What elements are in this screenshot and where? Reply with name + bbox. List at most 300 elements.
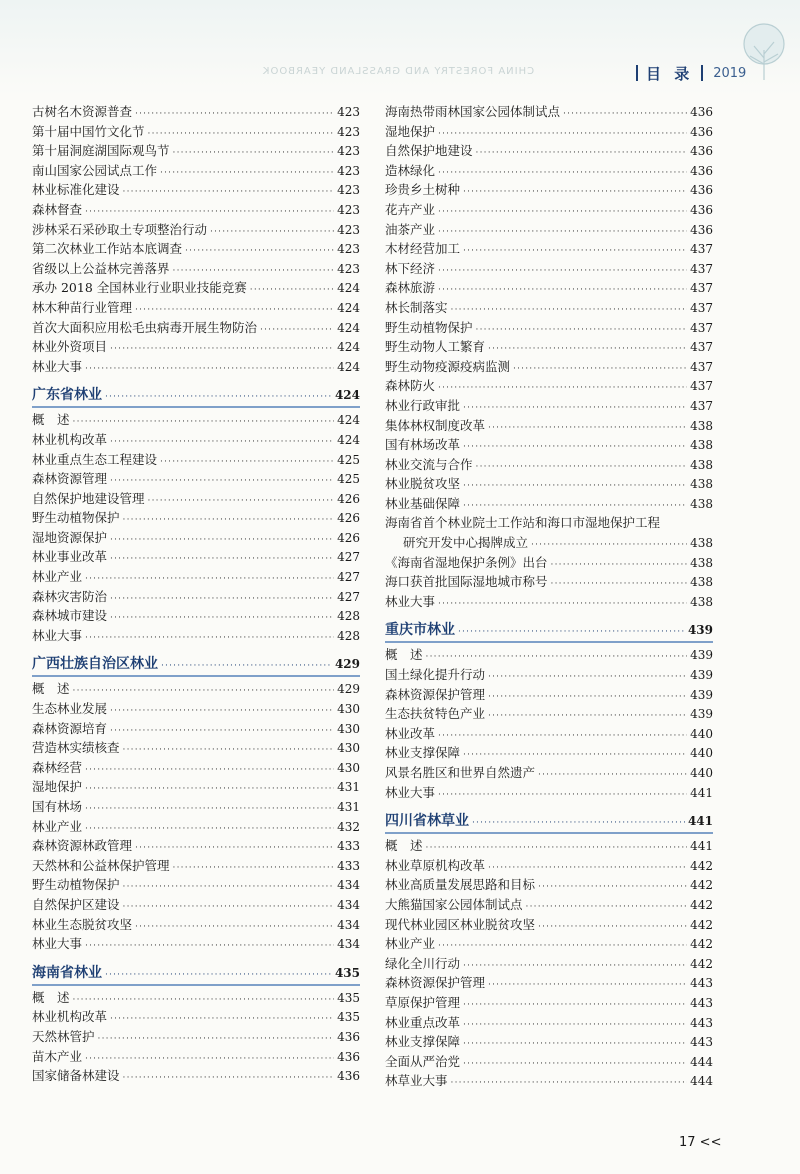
toc-entry[interactable] xyxy=(385,259,713,279)
leader-dots xyxy=(463,996,687,1016)
leader-dots xyxy=(123,741,335,761)
section-title: 四川省林草业 xyxy=(385,813,469,830)
entry-page: 430 xyxy=(337,721,360,736)
leader-dots xyxy=(463,399,687,419)
toc-entry[interactable] xyxy=(32,567,360,587)
toc-entry[interactable] xyxy=(32,915,360,935)
entry-page: 436 xyxy=(690,183,713,198)
toc-entry[interactable] xyxy=(32,102,360,122)
toc-entry[interactable] xyxy=(385,435,713,455)
leader-dots xyxy=(513,360,687,380)
entry-label: 第十届中国竹文化节 xyxy=(32,123,145,139)
toc-section-heading[interactable] xyxy=(385,811,713,834)
toc-entry[interactable] xyxy=(385,973,713,993)
entry-page: 436 xyxy=(690,124,713,139)
entry-page: 436 xyxy=(337,1069,360,1084)
entry-page: 430 xyxy=(337,760,360,775)
leader-dots xyxy=(110,1010,334,1030)
entry-page: 433 xyxy=(337,858,360,873)
toc-entry[interactable] xyxy=(385,1052,713,1072)
leader-dots xyxy=(148,125,335,145)
leader-dots xyxy=(85,761,334,781)
entry-label: 森林资源保护管理 xyxy=(385,975,486,991)
toc-entry[interactable] xyxy=(32,410,360,430)
entry-page: 442 xyxy=(690,878,713,893)
leader-dots xyxy=(463,957,687,977)
leader-dots xyxy=(463,438,687,458)
toc-entry[interactable] xyxy=(385,376,713,396)
toc-column-right xyxy=(385,102,713,1091)
section-page: 439 xyxy=(687,623,713,638)
toc-entry[interactable] xyxy=(32,699,360,719)
entry-page: 423 xyxy=(337,124,360,139)
toc-entry[interactable] xyxy=(385,396,713,416)
entry-page: 443 xyxy=(690,995,713,1010)
toc-entry[interactable] xyxy=(385,102,713,122)
entry-label: 花卉产业 xyxy=(385,201,436,217)
toc-entry[interactable] xyxy=(385,239,713,259)
entry-label: 林业改革 xyxy=(385,725,436,741)
entry-page: 436 xyxy=(690,105,713,119)
entry-label: 天然林管护 xyxy=(32,1028,95,1044)
toc-entry[interactable] xyxy=(32,180,360,200)
entry-label: 涉林采石采砂取土专项整治行动 xyxy=(32,221,208,237)
section-page: 441 xyxy=(687,814,713,829)
leader-dots xyxy=(438,223,687,243)
entry-page: 438 xyxy=(690,477,713,492)
leader-dots xyxy=(476,458,688,478)
page-number: 17 << xyxy=(679,1135,722,1150)
entry-label: 自然保护区建设 xyxy=(32,896,120,912)
entry-page: 427 xyxy=(337,550,360,565)
entry-page: 423 xyxy=(337,163,360,178)
leader-dots xyxy=(526,898,688,918)
toc-entry[interactable] xyxy=(385,954,713,974)
toc-entry[interactable] xyxy=(385,474,713,494)
toc-entry[interactable] xyxy=(385,122,713,142)
entry-label: 生态林业发展 xyxy=(32,701,108,717)
toc-section-heading[interactable] xyxy=(32,385,360,408)
leader-dots xyxy=(538,766,687,786)
toc-entry[interactable] xyxy=(32,200,360,220)
leader-dots xyxy=(161,656,332,677)
section-title: 重庆市林业 xyxy=(385,622,455,639)
entry-label: 省级以上公益林完善落界 xyxy=(32,260,170,276)
entry-label: 国家储备林建设 xyxy=(32,1068,120,1084)
leader-dots xyxy=(73,991,335,1011)
leader-dots xyxy=(73,682,335,702)
entry-label: 森林资源保护管理 xyxy=(385,686,486,702)
running-header xyxy=(628,60,746,86)
leader-dots xyxy=(123,898,335,918)
entry-page: 438 xyxy=(690,496,713,511)
leader-dots xyxy=(438,786,687,806)
entry-page: 434 xyxy=(337,897,360,912)
entry-page: 424 xyxy=(337,320,360,335)
leader-dots xyxy=(463,477,687,497)
section-title: 海南省林业 xyxy=(32,964,102,981)
toc-entry[interactable] xyxy=(32,469,360,489)
entry-label: 林长制落实 xyxy=(385,299,448,315)
toc-entry[interactable] xyxy=(385,278,713,298)
entry-page: 428 xyxy=(337,628,360,643)
entry-page: 438 xyxy=(690,438,713,453)
entry-page: 434 xyxy=(337,937,360,952)
toc-entry[interactable] xyxy=(385,455,713,475)
section-page: 424 xyxy=(334,388,360,403)
toc-entry[interactable] xyxy=(32,988,360,1008)
leader-dots xyxy=(173,859,335,879)
toc-entry[interactable] xyxy=(385,993,713,1013)
leader-dots xyxy=(110,609,334,629)
toc-entry[interactable] xyxy=(32,606,360,626)
entry-page: 423 xyxy=(337,222,360,237)
leader-dots xyxy=(123,1069,335,1089)
leader-dots xyxy=(551,556,688,576)
header-divider xyxy=(636,65,638,81)
toc-entry[interactable] xyxy=(32,836,360,856)
leader-dots xyxy=(110,340,334,360)
leader-dots xyxy=(438,379,687,399)
leader-dots xyxy=(260,321,334,341)
entry-page: 427 xyxy=(337,570,360,585)
toc-entry[interactable] xyxy=(32,220,360,240)
entry-label: 林下经济 xyxy=(385,260,436,276)
leader-dots xyxy=(210,223,334,243)
toc-entry[interactable] xyxy=(32,357,360,377)
entry-label: 承办 2018 全国林业行业职业技能竞赛 xyxy=(32,280,247,296)
entry-label: 海南热带雨林国家公园体制试点 xyxy=(385,104,561,119)
entry-label: 林业支撑保障 xyxy=(385,1034,461,1050)
toc-entry[interactable] xyxy=(32,122,360,142)
toc-entry[interactable] xyxy=(32,337,360,357)
toc-entry[interactable] xyxy=(32,278,360,298)
leader-dots xyxy=(438,595,687,615)
entry-page: 438 xyxy=(690,536,713,551)
toc-entry[interactable] xyxy=(32,856,360,876)
toc-entry[interactable] xyxy=(385,161,713,181)
section-title: 广西壮族自治区林业 xyxy=(32,656,158,673)
toc-entry[interactable] xyxy=(32,1027,360,1047)
entry-page: 423 xyxy=(337,202,360,217)
leader-dots xyxy=(472,813,685,834)
leader-dots xyxy=(438,203,687,223)
leader-dots xyxy=(438,262,687,282)
leader-dots xyxy=(73,413,335,433)
entry-page: 444 xyxy=(690,1054,713,1069)
entry-page: 434 xyxy=(337,878,360,893)
entry-page: 433 xyxy=(337,839,360,854)
leader-dots xyxy=(438,281,687,301)
entry-label: 《海南省湿地保护条例》出台 xyxy=(385,554,548,570)
entry-label: 野生动植物保护 xyxy=(32,877,120,893)
toc-entry[interactable] xyxy=(32,489,360,509)
leader-dots xyxy=(110,550,334,570)
leader-dots xyxy=(85,360,334,380)
leader-dots xyxy=(563,105,687,125)
entry-page: 428 xyxy=(337,609,360,624)
toc-section-heading[interactable] xyxy=(32,963,360,986)
leader-dots xyxy=(438,125,687,145)
entry-page: 436 xyxy=(690,202,713,217)
entry-label: 林业支撑保障 xyxy=(385,745,461,761)
entry-page: 437 xyxy=(690,261,713,276)
entry-label: 森林灾害防治 xyxy=(32,588,108,604)
entry-page: 443 xyxy=(690,976,713,991)
leader-dots xyxy=(438,727,687,747)
toc-entry[interactable] xyxy=(385,513,713,552)
toc-entry[interactable] xyxy=(32,797,360,817)
entry-label: 林业机构改革 xyxy=(32,431,108,447)
entry-label: 绿化全川行动 xyxy=(385,955,461,971)
entry-page: 424 xyxy=(337,359,360,374)
header-divider xyxy=(701,65,703,81)
entry-label: 林业生态脱贫攻坚 xyxy=(32,916,133,932)
leader-dots xyxy=(110,590,334,610)
entry-page: 437 xyxy=(690,379,713,394)
toc-entry[interactable] xyxy=(385,318,713,338)
entry-label: 概 述 xyxy=(32,681,70,697)
toc-entry[interactable] xyxy=(32,141,360,161)
toc-entry[interactable] xyxy=(385,357,713,377)
section-title: 广东省林业 xyxy=(32,387,102,404)
toc-entry[interactable] xyxy=(385,895,713,915)
toc-section-heading[interactable] xyxy=(385,620,713,643)
leader-dots xyxy=(185,242,334,262)
toc-entry[interactable] xyxy=(32,547,360,567)
entry-page: 429 xyxy=(337,682,360,697)
leader-dots xyxy=(110,702,334,722)
toc-entry[interactable] xyxy=(32,679,360,699)
entry-label: 概 述 xyxy=(385,647,423,663)
entry-page: 424 xyxy=(337,300,360,315)
entry-page: 437 xyxy=(690,242,713,257)
leader-dots xyxy=(110,531,334,551)
toc-entry[interactable] xyxy=(32,298,360,318)
entry-label-line1: 海南省首个林业院士工作站和海口市湿地保护工程 xyxy=(385,515,661,531)
entry-page: 423 xyxy=(337,261,360,276)
leader-dots xyxy=(463,1035,687,1055)
entry-label: 林业高质量发展思路和目标 xyxy=(385,877,536,893)
toc-entry[interactable] xyxy=(385,665,713,685)
entry-label: 林业大事 xyxy=(32,358,83,374)
toc-entry[interactable] xyxy=(32,1066,360,1086)
entry-label: 森林城市建设 xyxy=(32,608,108,624)
leader-dots xyxy=(488,668,687,688)
toc-entry[interactable] xyxy=(32,318,360,338)
toc-entry[interactable] xyxy=(385,141,713,161)
leader-dots xyxy=(488,707,687,727)
entry-page: 437 xyxy=(690,398,713,413)
leader-dots xyxy=(105,965,332,986)
toc-entry[interactable] xyxy=(385,592,713,612)
toc-entry[interactable] xyxy=(32,450,360,470)
toc-entry[interactable] xyxy=(385,836,713,856)
entry-label: 概 述 xyxy=(32,989,70,1005)
entry-label: 概 述 xyxy=(385,838,423,854)
toc-entry[interactable] xyxy=(385,685,713,705)
entry-page: 426 xyxy=(337,530,360,545)
entry-label: 国土绿化提升行动 xyxy=(385,667,486,683)
header-year: 2019 xyxy=(713,65,747,81)
toc-entry[interactable] xyxy=(385,875,713,895)
toc-entry[interactable] xyxy=(32,430,360,450)
leader-dots xyxy=(123,878,335,898)
toc-section-heading[interactable] xyxy=(32,654,360,677)
entry-label: 林业标准化建设 xyxy=(32,182,120,198)
entry-page: 439 xyxy=(690,648,713,663)
entry-page: 436 xyxy=(690,163,713,178)
entry-label: 森林防火 xyxy=(385,378,436,394)
toc-column-left xyxy=(32,102,360,1086)
toc-entry[interactable] xyxy=(385,298,713,318)
entry-label: 造林绿化 xyxy=(385,162,436,178)
entry-page: 437 xyxy=(690,340,713,355)
toc-entry[interactable] xyxy=(32,587,360,607)
entry-label: 林业交流与合作 xyxy=(385,456,473,472)
leader-dots xyxy=(160,164,334,184)
entry-page: 438 xyxy=(690,594,713,609)
toc-entry[interactable] xyxy=(32,528,360,548)
toc-entry[interactable] xyxy=(385,743,713,763)
entry-label: 野生动植物保护 xyxy=(385,319,473,335)
entry-label-line2: 研究开发中心揭牌成立 xyxy=(403,535,529,551)
toc-entry[interactable] xyxy=(32,626,360,646)
entry-page: 442 xyxy=(690,858,713,873)
entry-page: 436 xyxy=(337,1029,360,1044)
entry-label: 南山国家公园试点工作 xyxy=(32,162,158,178)
entry-label: 天然林和公益林保护管理 xyxy=(32,857,170,873)
toc-entry[interactable] xyxy=(32,719,360,739)
entry-label: 林业大事 xyxy=(385,784,436,800)
entry-label: 营造林实绩核查 xyxy=(32,740,120,756)
toc-entry[interactable] xyxy=(32,875,360,895)
toc-entry[interactable] xyxy=(32,738,360,758)
toc-entry[interactable] xyxy=(32,1047,360,1067)
toc-entry[interactable] xyxy=(385,220,713,240)
entry-page: 424 xyxy=(337,281,360,296)
toc-entry[interactable] xyxy=(385,783,713,803)
entry-page: 442 xyxy=(690,897,713,912)
leader-dots xyxy=(135,105,334,125)
toc-entry[interactable] xyxy=(385,763,713,783)
header-ghost-text: CHINA FORESTRY AND GRASSLAND YEARBOOK xyxy=(262,66,535,77)
entry-page: 423 xyxy=(337,242,360,257)
toc-entry[interactable] xyxy=(385,856,713,876)
toc-entry[interactable] xyxy=(32,777,360,797)
toc-entry[interactable] xyxy=(32,934,360,954)
entry-page: 440 xyxy=(690,726,713,741)
leader-dots xyxy=(85,800,334,820)
entry-page: 440 xyxy=(690,746,713,761)
entry-label: 风景名胜区和世界自然遗产 xyxy=(385,765,536,780)
toc-entry[interactable] xyxy=(385,337,713,357)
entry-label: 第十届洞庭湖国际观鸟节 xyxy=(32,143,170,159)
toc-entry[interactable] xyxy=(385,494,713,514)
leader-dots xyxy=(85,570,334,590)
entry-label: 林业产业 xyxy=(385,936,436,952)
toc-entry[interactable] xyxy=(385,645,713,665)
toc-entry[interactable] xyxy=(385,915,713,935)
toc-entry[interactable] xyxy=(385,1032,713,1052)
toc-entry[interactable] xyxy=(385,1071,713,1091)
entry-page: 441 xyxy=(690,839,713,854)
entry-page: 441 xyxy=(690,785,713,800)
toc-entry[interactable] xyxy=(32,1007,360,1027)
toc-entry[interactable] xyxy=(385,704,713,724)
entry-page: 424 xyxy=(337,413,360,428)
toc-entry[interactable] xyxy=(32,239,360,259)
entry-label: 林业大事 xyxy=(385,593,436,609)
entry-page: 425 xyxy=(337,452,360,467)
leader-dots xyxy=(451,1074,688,1094)
entry-page: 424 xyxy=(337,432,360,447)
leader-dots xyxy=(135,918,334,938)
entry-label: 林业行政审批 xyxy=(385,397,461,413)
toc-entry[interactable] xyxy=(32,895,360,915)
entry-label: 野生动植物保护 xyxy=(32,510,120,526)
toc-entry[interactable] xyxy=(32,817,360,837)
entry-page: 443 xyxy=(690,1015,713,1030)
leader-dots xyxy=(85,629,334,649)
entry-page: 438 xyxy=(690,555,713,570)
toc-entry[interactable] xyxy=(32,259,360,279)
entry-label: 湿地保护 xyxy=(385,123,436,139)
leader-dots xyxy=(110,722,334,742)
leader-dots xyxy=(488,976,687,996)
entry-label: 林业重点生态工程建设 xyxy=(32,451,158,467)
entry-page: 442 xyxy=(690,956,713,971)
toc-entry[interactable] xyxy=(385,416,713,436)
toc-entry[interactable] xyxy=(385,1013,713,1033)
toc-entry[interactable] xyxy=(385,572,713,592)
entry-label: 林业基础保障 xyxy=(385,495,461,511)
entry-label: 油茶产业 xyxy=(385,221,436,237)
leader-dots xyxy=(105,387,332,408)
entry-label: 自然保护地建设管理 xyxy=(32,490,145,506)
entry-page: 425 xyxy=(337,472,360,487)
leader-dots xyxy=(476,144,688,164)
toc-entry[interactable] xyxy=(32,161,360,181)
entry-page: 439 xyxy=(690,687,713,702)
leader-dots xyxy=(438,937,687,957)
entry-page: 434 xyxy=(337,917,360,932)
leader-dots xyxy=(538,918,687,938)
entry-label: 林业机构改革 xyxy=(32,1009,108,1025)
entry-page: 438 xyxy=(690,418,713,433)
entry-label: 现代林业园区林业脱贫攻坚 xyxy=(385,916,536,932)
entry-label: 林草业大事 xyxy=(385,1073,448,1089)
entry-label: 林业脱贫攻坚 xyxy=(385,476,461,492)
toc-entry[interactable] xyxy=(32,758,360,778)
entry-label: 草原保护管理 xyxy=(385,994,461,1010)
entry-label: 野生动物疫源疫病监测 xyxy=(385,358,511,374)
toc-entry[interactable] xyxy=(385,180,713,200)
entry-page: 437 xyxy=(690,300,713,315)
section-page: 435 xyxy=(334,965,360,980)
entry-label: 第二次林业工作站本底调查 xyxy=(32,241,183,257)
toc-entry[interactable] xyxy=(385,200,713,220)
toc-entry[interactable] xyxy=(385,724,713,744)
entry-page: 436 xyxy=(690,222,713,237)
entry-label: 自然保护地建设 xyxy=(385,143,473,159)
leader-dots xyxy=(463,1016,687,1036)
entry-label: 森林督查 xyxy=(32,201,83,217)
toc-entry[interactable] xyxy=(32,508,360,528)
leader-dots xyxy=(173,144,335,164)
toc-entry[interactable] xyxy=(385,934,713,954)
entry-page: 443 xyxy=(690,1035,713,1050)
